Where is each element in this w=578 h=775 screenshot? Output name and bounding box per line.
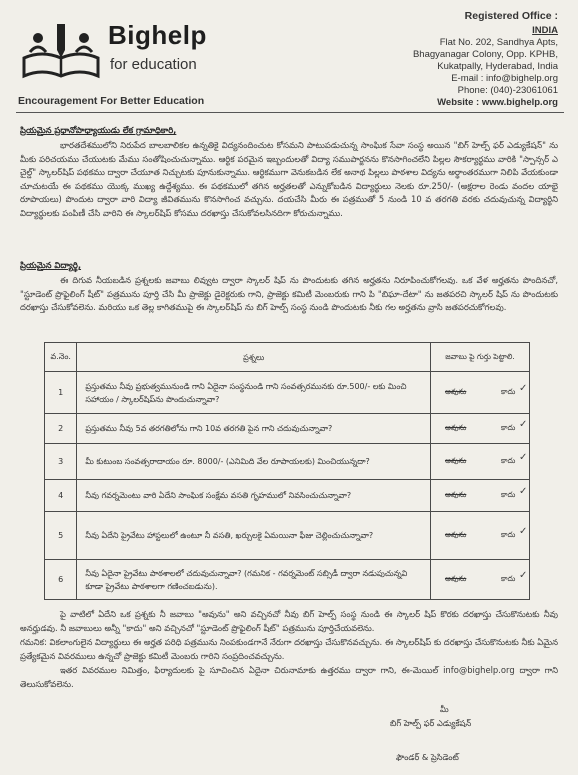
office-email: E-mail : info@bighelp.org [451, 73, 558, 84]
answer-cell[interactable] [430, 560, 529, 600]
ineligibility-paragraph: పై వాటిలో ఏదేని ఒక ప్రశ్నకు నీ జవాబు "అవును" అని వచ్చినచో నీవు బిగ్ హెల్ప్ సంస్థ నుండి ఈ స్కాలర్ షిప్ కొరకు దరఖాస్తు చేసుకొనుటకు నీవు అనర్హుడవు. నీ జవాబులు అన్నీ "కాదు" అని వచ్చినచో "స్టూడెంట్ ప్రొఫైలింగ్ షీట్" పత్రమును పూర్తిచేయవలెను. [20, 609, 558, 633]
office-phone: Phone: (040)-23061061 [457, 85, 558, 96]
answer-no[interactable]: కాదు [500, 489, 516, 499]
table-row [45, 414, 530, 444]
brand-subtitle: for education [110, 56, 197, 73]
answer-no[interactable]: కాదు [500, 529, 516, 539]
answer-yes[interactable]: అవును [444, 529, 467, 539]
row-question: నీవు ఏదైనా ప్రైవేటు పాఠశాలలో చదువుచున్నావా? (గమనిక - గవర్నమెంట్ సబ్సిడీ ద్వారా నడుపుచున్నవి కూడా ప్రైవేటు పాఠశాలగా గణించబడును). [77, 560, 431, 600]
checkmark-icon: ✓ [518, 382, 528, 394]
sign-off-organization: బిగ్ హెల్ప్ ఫర్ ఎడ్యుకేషన్ [390, 718, 472, 728]
table-row [45, 372, 530, 414]
row-number: 1 [45, 372, 77, 414]
office-website: Website : www.bighelp.org [437, 97, 558, 108]
answer-cell[interactable] [430, 444, 529, 480]
row-number: 6 [45, 560, 77, 600]
registered-office-block [358, 10, 558, 109]
office-address-line: Kukatpally, Hyderabad, India [437, 61, 558, 72]
answer-cell[interactable] [430, 512, 529, 560]
instructions-paragraph: ఈ దిగువ నీయబడిన ప్రశ్నలకు జవాబు లివ్వుట ద్వారా స్కాలర్ షిప్ ను పొందుటకు తగిన అర్హతను నిరూపించుకోగలవు. ఒక వేళ అర్హతను పొందినచో, "స్టూడెంట్ ప్రొఫైలింగ్ షీట్" పత్రమును పూర్తి చేసి మీ ప్రాజెక్టు డైరెక్టరుకు గాని, ప్రాజెక్టు కమిటీ మెంబరుకు గాని పి "బిఘా-దేటా" ను జతపరచి స్కాలర్ షిప్ ను పొందుటకు దరఖాస్తు చేసుకోవలెను. మరియు ఒక తెల్ల కాగితముపై ఈ స్కాలర్‌షిప్ ను బిగ్ హెల్ప్ సంస్థ నుండి పొందుటకు నీకు గల అర్హతను వ్రాసి జతపరచుకోగలవు. [20, 275, 558, 313]
sign-off-role: ఫౌండర్ & ప్రెసిడెంట్ [396, 752, 459, 762]
answer-no[interactable]: కాదు [500, 386, 516, 396]
row-number: 4 [45, 480, 77, 512]
row-question: ప్రస్తుతము నీవు ప్రభుత్వమునుండి గాని ఏదైనా సంస్థనుండి గాని సంవత్సరమునకు రూ.500/- లకు మించి సహాయం / స్కాలర్‌షిప్‌ను పొందుచున్నావా? [77, 372, 431, 414]
checkmark-icon: ✓ [518, 418, 528, 430]
answer-yes[interactable]: అవును [444, 422, 467, 432]
col-header-question: ప్రశ్నలు [77, 343, 431, 372]
tagline: Encouragement For Better Education [18, 95, 205, 107]
row-question: నీవు గవర్నమెంటు వారి ఏదేని సాంఘిక సంక్షేమ వసతి గృహములో నివసించుచున్నావా? [77, 480, 431, 512]
answer-no[interactable]: కాదు [500, 455, 516, 465]
office-address-line: Flat No. 202, Sandhya Apts, [439, 37, 558, 48]
row-question: మీ కుటుంబ సంవత్సరాదాయం రూ. 8000/- (ఎనిమిది వేల రూపాయలకు) మించియున్నదా? [77, 444, 431, 480]
checkmark-icon: ✓ [518, 525, 528, 537]
table-row [45, 512, 530, 560]
answer-yes[interactable]: అవును [444, 386, 467, 396]
answer-cell[interactable] [430, 414, 529, 444]
note-paragraph: గమనిక: వికలాంగులైన విద్యార్థులు ఈ అర్హత పరిధి పత్రమును నింపకుండగానే నేరుగా దరఖాస్తు చేసుకొనవచ్చును. ఈ స్కాలర్‌షిప్ కు దరఖాస్తు చేసుకొనుటకు నీకు ఏమైన ప్రత్యేకమైన వివరములు ఉన్నచో ప్రాజెక్టు కమిటీ మెంబరు గారిని సంప్రదించవచ్చును. [20, 637, 558, 661]
checkmark-icon: ✓ [518, 451, 528, 463]
row-question: ప్రస్తుతము నీవు 5వ తరగతిలోను గాని 10వ తరగతి పైన గాని చదువుచున్నావా? [77, 414, 431, 444]
row-number: 2 [45, 414, 77, 444]
row-question: నీవు ఏదేని ప్రైవేటు హాస్టలులో ఉంటూ నీ వసతి, ఖర్చులకై ఏమయినా ఫీజు చెల్లించుచున్నావా? [77, 512, 431, 560]
table-row [45, 480, 530, 512]
table-row [45, 444, 530, 480]
table-row [45, 560, 530, 600]
answer-no[interactable]: కాదు [500, 422, 516, 432]
office-title: Registered Office : [464, 10, 558, 22]
table-header-row [45, 343, 530, 372]
row-number: 3 [45, 444, 77, 480]
eligibility-table [44, 342, 530, 600]
col-header-no: వ.నెం. [45, 343, 77, 372]
answer-yes[interactable]: అవును [444, 455, 467, 465]
col-header-answer: జవాబు పై గుర్తు పెట్టాలి. [430, 343, 529, 372]
salutation-student: ప్రియమైన విద్యార్థి, [20, 260, 82, 270]
header-divider [16, 112, 564, 113]
answer-cell[interactable] [430, 372, 529, 414]
checkmark-icon: ✓ [518, 485, 528, 497]
sign-off-you: మీ [440, 704, 449, 714]
row-number: 5 [45, 512, 77, 560]
contact-paragraph: ఇతర వివరముల నిమిత్తం, ఫిర్యాదులకు పై సూచించిన ఏదైనా చిరునామాకు ఉత్తరము ద్వారా గాని, ఈ-మెయిల్ info@bighelp.org ద్వారా గాని తెలుసుకోవలెను. [20, 665, 558, 689]
checkmark-icon: ✓ [518, 569, 528, 581]
answer-cell[interactable] [430, 480, 529, 512]
answer-no[interactable]: కాదు [500, 573, 516, 583]
bighelp-logo-icon [18, 18, 104, 82]
answer-yes[interactable]: అవును [444, 573, 467, 583]
brand-name: Bighelp [108, 20, 207, 50]
office-address-line: Bhagyanagar Colony, Opp. KPHB, [412, 49, 558, 60]
intro-paragraph: భారతదేశములోని నిరుపేద బాలబాలికల ఉన్నతికై విద్యనందించుట కోసమని పాటుపడుచున్న సాంఘిక సేవా సంస్థ అయిన "బిగ్ హెల్ప్ ఫర్ ఎడ్యుకేషన్" ను మీకు పరిచయము చేయుటకు మేము సంతోషించుచున్నాము. ఆర్థిక పరమైన ఇబ్బందులతో విద్యా సముపార్జనను కొనసాగించలేని పిల్లల సౌకర్యార్థము వారికి "స్పాన్సర్ ఎ చైల్డ్" స్కాలర్‌షిప్ పథకము ద్వారా చేయూత నిచ్చుటకు పూనుకున్నాము. ఆర్థికముగా వెనుకబడిన లేక అనాథ పిల్లలు పాఠశాల విద్యను అర్థాంతరముగా నిలిపి వేయకుండా చూచుటయే ఈ పథకము యొక్క ముఖ్య ఉద్దేశ్యము. ఈ పథకములో తగిన అర్హతలతో ఎన్నుకోబడిన విద్యార్థులు నెలకు రూ.250/- (అక్షరాల రెండు వందల యాభై రూపాయలు) పొందుట ద్వారా వారి విద్యా జీవితమును కొనసాగించ వచ్చును. దయచేసి మీరు ఈ పత్రముతో 5 నుండి 10 వ తరగతి వరకు చదువుచున్న విద్యార్థిని విద్యార్థులకు పంపిణీ చేసి వారిని ఈ స్కాలర్‌షిప్ కోసము దరఖాస్తు చేసుకోవలసినదిగా కోరుచున్నాము. [20, 140, 558, 218]
answer-yes[interactable]: అవును [444, 489, 467, 499]
office-country: INDIA [532, 25, 558, 36]
salutation-headmaster: ప్రియమైన ప్రధానోపాధ్యాయుడు లేక గ్రామాధికారి, [20, 125, 177, 135]
